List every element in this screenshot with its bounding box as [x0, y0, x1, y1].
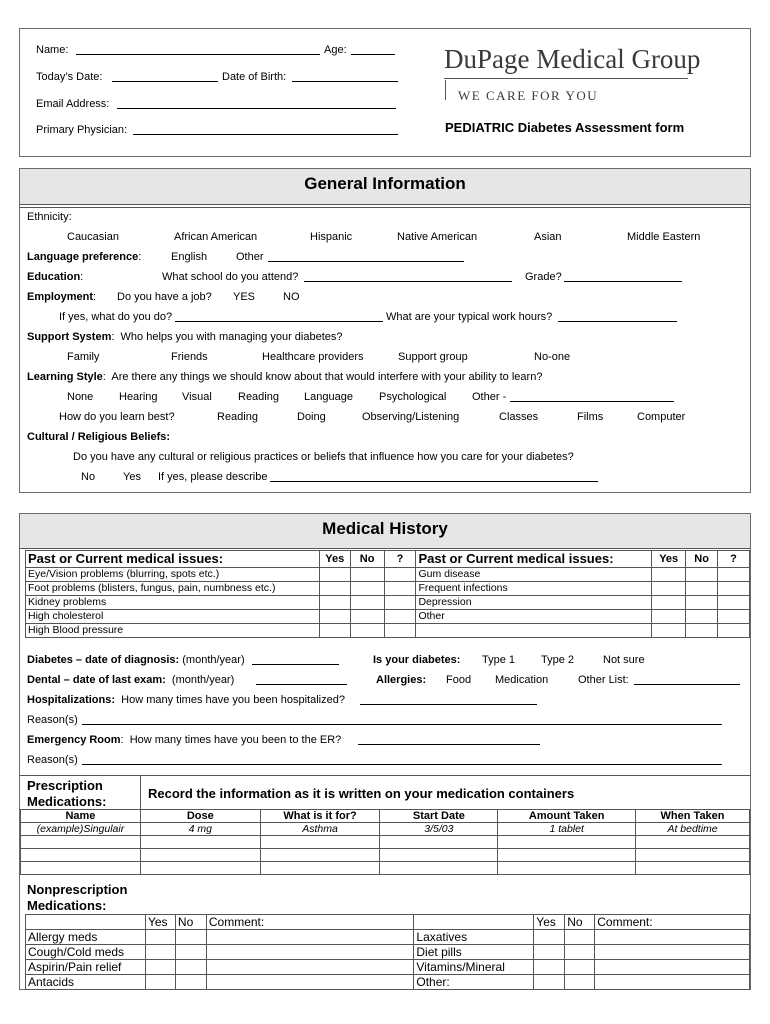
- comment-cell[interactable]: [206, 945, 414, 960]
- np-laxatives: Laxatives: [414, 930, 534, 945]
- issue-blank: [416, 624, 652, 638]
- np-allergy-meds: Allergy meds: [26, 930, 146, 945]
- checkbox-cell[interactable]: [350, 624, 384, 638]
- job-description-field[interactable]: [175, 311, 383, 322]
- table-row: [26, 960, 750, 975]
- checkbox-cell[interactable]: [652, 582, 686, 596]
- language-english[interactable]: English: [171, 251, 208, 263]
- table-row: [26, 596, 750, 610]
- checkbox-cell[interactable]: [145, 945, 175, 960]
- learning-other-field[interactable]: [510, 391, 674, 402]
- np-no-right: No: [565, 915, 595, 930]
- example-purpose: Asthma: [260, 823, 380, 836]
- learning-visual[interactable]: Visual: [182, 391, 212, 403]
- np-blank-right: [414, 915, 534, 930]
- table-row: [26, 624, 750, 638]
- checkbox-cell[interactable]: [718, 582, 750, 596]
- checkbox-cell[interactable]: [145, 975, 175, 990]
- learn-observing[interactable]: Observing/Listening: [362, 411, 460, 423]
- table-row: [26, 582, 750, 596]
- comment-cell[interactable]: [595, 975, 750, 990]
- input-cell[interactable]: [498, 836, 636, 849]
- table-row: [26, 975, 750, 990]
- support-family[interactable]: Family: [67, 351, 100, 363]
- dob-label: Date of Birth:: [222, 71, 287, 83]
- cultural-describe-field[interactable]: [270, 471, 598, 482]
- checkbox-cell[interactable]: [384, 596, 416, 610]
- issues-header-right: Past or Current medical issues:: [416, 551, 652, 568]
- issues-header-left: Past or Current medical issues:: [26, 551, 320, 568]
- hosp-reasons-label: Reason(s): [27, 714, 78, 726]
- medical-issues-table: [25, 550, 750, 638]
- input-cell[interactable]: [21, 849, 141, 862]
- logo-name: DuPage Medical Group: [444, 44, 701, 74]
- checkbox-cell[interactable]: [565, 945, 595, 960]
- checkbox-cell[interactable]: [718, 596, 750, 610]
- comment-cell[interactable]: [595, 960, 750, 975]
- table-row: [21, 862, 750, 875]
- learn-doing[interactable]: Doing: [297, 411, 326, 423]
- cultural-yes[interactable]: Yes: [123, 471, 141, 483]
- nonprescription-label-2: Medications:: [27, 898, 107, 913]
- cultural-beliefs-label: Cultural / Religious Beliefs:: [27, 431, 171, 443]
- learning-style-label: Learning Style: Are there any things we should know about that would interfere with your ability to learn?: [27, 371, 543, 383]
- learning-language[interactable]: Language: [304, 391, 353, 403]
- email-label: Email Address:: [36, 98, 110, 110]
- example-name: (example)Singulair: [21, 823, 141, 836]
- checkbox-cell[interactable]: [718, 568, 750, 582]
- checkbox-cell[interactable]: [175, 960, 206, 975]
- checkbox-cell[interactable]: [175, 945, 206, 960]
- prescription-instruction: Record the information as it is written on your medication containers: [148, 786, 575, 801]
- medical-history-band: [20, 514, 750, 549]
- dental-field[interactable]: [256, 674, 347, 685]
- allergy-list-field[interactable]: [634, 674, 740, 685]
- checkbox-cell[interactable]: [718, 624, 750, 638]
- checkbox-cell[interactable]: [652, 596, 686, 610]
- issue-frequent-infections: Frequent infections: [416, 582, 652, 596]
- allergies-label: Allergies:: [376, 674, 427, 686]
- medical-history-title: Medical History: [322, 519, 448, 538]
- checkbox-cell[interactable]: [718, 610, 750, 624]
- allergy-medication[interactable]: Medication: [495, 674, 549, 686]
- input-cell[interactable]: [260, 836, 380, 849]
- checkbox-cell[interactable]: [565, 975, 595, 990]
- checkbox-cell[interactable]: [686, 596, 718, 610]
- physician-field[interactable]: [133, 124, 398, 135]
- hospitalizations-field[interactable]: [360, 694, 537, 705]
- np-diet-pills: Diet pills: [414, 945, 534, 960]
- checkbox-cell[interactable]: [145, 930, 175, 945]
- checkbox-cell[interactable]: [652, 568, 686, 582]
- issue-kidney: Kidney problems: [26, 596, 320, 610]
- np-vitamins: Vitamins/Mineral: [414, 960, 534, 975]
- support-group[interactable]: Support group: [398, 351, 468, 363]
- hosp-reasons-field[interactable]: [82, 714, 722, 725]
- support-friends[interactable]: Friends: [171, 351, 208, 363]
- ethnicity-asian[interactable]: Asian: [534, 231, 562, 243]
- er-field[interactable]: [358, 734, 540, 745]
- learn-computer[interactable]: Computer: [637, 411, 686, 423]
- prescription-header-row: [21, 810, 750, 823]
- comment-cell[interactable]: [206, 975, 414, 990]
- prescription-example-row: [21, 823, 750, 836]
- general-info-title: General Information: [304, 174, 466, 193]
- table-row: [26, 610, 750, 624]
- comment-cell[interactable]: [595, 945, 750, 960]
- cultural-describe-label: If yes, please describe: [158, 471, 268, 483]
- todays-date-field[interactable]: [112, 71, 218, 82]
- input-cell[interactable]: [140, 836, 260, 849]
- input-cell[interactable]: [21, 862, 141, 875]
- support-no-one[interactable]: No-one: [534, 351, 571, 363]
- ethnicity-middle-eastern[interactable]: Middle Eastern: [627, 231, 701, 243]
- name-field[interactable]: [76, 44, 320, 55]
- physician-label: Primary Physician:: [36, 124, 128, 136]
- np-yes-right: Yes: [534, 915, 565, 930]
- checkbox-cell[interactable]: [652, 624, 686, 638]
- checkbox-cell[interactable]: [384, 610, 416, 624]
- col-dose: Dose: [140, 810, 260, 823]
- grade-field[interactable]: [564, 271, 682, 282]
- col-name: Name: [21, 810, 141, 823]
- learning-hearing[interactable]: Hearing: [119, 391, 158, 403]
- checkbox-cell[interactable]: [686, 610, 718, 624]
- checkbox-cell[interactable]: [534, 960, 565, 975]
- checkbox-cell[interactable]: [565, 930, 595, 945]
- diabetes-type-label: Is your diabetes:: [373, 654, 461, 666]
- work-hours-field[interactable]: [558, 311, 677, 322]
- checkbox-cell[interactable]: [319, 568, 350, 582]
- prescription-label-2: Medications:: [27, 794, 107, 809]
- learning-other[interactable]: Other -: [472, 391, 507, 403]
- ethnicity-african-american[interactable]: African American: [174, 231, 258, 243]
- language-other[interactable]: Other: [236, 251, 264, 263]
- employment-no[interactable]: NO: [283, 291, 300, 303]
- checkbox-cell[interactable]: [350, 568, 384, 582]
- yes-header-left: Yes: [319, 551, 350, 568]
- learn-classes[interactable]: Classes: [499, 411, 539, 423]
- comment-cell[interactable]: [206, 960, 414, 975]
- form-title: PEDIATRIC Diabetes Assessment form: [445, 120, 685, 135]
- col-when: When Taken: [636, 810, 750, 823]
- logo-rule: [444, 78, 688, 79]
- er-label: Emergency Room: How many times have you been to the ER?: [27, 734, 342, 746]
- input-cell[interactable]: [260, 862, 380, 875]
- col-amount: Amount Taken: [498, 810, 636, 823]
- issue-gum-disease: Gum disease: [416, 568, 652, 582]
- checkbox-cell[interactable]: [384, 624, 416, 638]
- general-info-rule: [20, 207, 750, 208]
- checkbox-cell[interactable]: [384, 568, 416, 582]
- checkbox-cell[interactable]: [319, 582, 350, 596]
- input-cell[interactable]: [636, 849, 750, 862]
- np-other: Other:: [414, 975, 534, 990]
- issue-depression: Depression: [416, 596, 652, 610]
- example-when: At bedtime: [636, 823, 750, 836]
- comment-cell[interactable]: [206, 930, 414, 945]
- table-row: [26, 568, 750, 582]
- ethnicity-label: Ethnicity:: [27, 211, 72, 223]
- name-label: Name:: [36, 44, 69, 56]
- input-cell[interactable]: [380, 836, 498, 849]
- no-header-right: No: [686, 551, 718, 568]
- checkbox-cell[interactable]: [534, 945, 565, 960]
- job-question: Do you have a job?: [117, 291, 212, 303]
- email-field[interactable]: [117, 98, 396, 109]
- learning-psychological[interactable]: Psychological: [379, 391, 447, 403]
- support-system-label: Support System: Who helps you with managing your diabetes?: [27, 331, 343, 343]
- checkbox-cell[interactable]: [686, 624, 718, 638]
- table-row: [26, 945, 750, 960]
- education-label: Education:: [27, 271, 84, 283]
- checkbox-cell[interactable]: [350, 596, 384, 610]
- np-blank-left: [26, 915, 146, 930]
- er-reasons-field[interactable]: [82, 754, 722, 765]
- employment-yes[interactable]: YES: [233, 291, 256, 303]
- learn-best-question: How do you learn best?: [59, 411, 175, 423]
- language-other-field[interactable]: [268, 251, 464, 262]
- input-cell[interactable]: [140, 862, 260, 875]
- example-amount: 1 tablet: [498, 823, 636, 836]
- yes-header-right: Yes: [652, 551, 686, 568]
- col-start-date: Start Date: [380, 810, 498, 823]
- ethnicity-hispanic[interactable]: Hispanic: [310, 231, 353, 243]
- nonprescription-label-1: Nonprescription: [27, 882, 128, 897]
- cultural-no[interactable]: No: [81, 471, 96, 483]
- dental-label: Dental – date of last exam: (month/year): [27, 674, 235, 686]
- learning-reading[interactable]: Reading: [238, 391, 279, 403]
- prescription-top-rule: [20, 775, 750, 776]
- checkbox-cell[interactable]: [384, 582, 416, 596]
- diabetes-type-1[interactable]: Type 1: [482, 654, 516, 666]
- unsure-header-right: ?: [718, 551, 750, 568]
- table-row: [21, 849, 750, 862]
- np-comment-right: Comment:: [595, 915, 750, 930]
- checkbox-cell[interactable]: [350, 582, 384, 596]
- learning-none[interactable]: None: [67, 391, 94, 403]
- logo-tick: [445, 80, 446, 100]
- np-comment-left: Comment:: [206, 915, 414, 930]
- diagnosis-label: Diabetes – date of diagnosis: (month/year): [27, 654, 245, 666]
- table-row: [21, 836, 750, 849]
- col-purpose: What is it for?: [260, 810, 380, 823]
- issue-blood-pressure: High Blood pressure: [26, 624, 320, 638]
- diagnosis-field[interactable]: [252, 654, 339, 665]
- ethnicity-caucasian[interactable]: Caucasian: [67, 231, 119, 243]
- checkbox-cell[interactable]: [319, 596, 350, 610]
- input-cell[interactable]: [260, 849, 380, 862]
- example-dose: 4 mg: [140, 823, 260, 836]
- np-antacids: Antacids: [26, 975, 146, 990]
- learn-reading[interactable]: Reading: [217, 411, 258, 423]
- comment-cell[interactable]: [595, 930, 750, 945]
- language-label: Language preference:: [27, 251, 142, 263]
- cultural-question: Do you have any cultural or religious practices or beliefs that influence how you care for your diabetes?: [73, 451, 574, 463]
- support-healthcare[interactable]: Healthcare providers: [262, 351, 364, 363]
- issue-eye-vision: Eye/Vision problems (blurring, spots etc.): [26, 568, 320, 582]
- checkbox-cell[interactable]: [652, 610, 686, 624]
- checkbox-cell[interactable]: [145, 960, 175, 975]
- issue-cholesterol: High cholesterol: [26, 610, 320, 624]
- np-cough-cold: Cough/Cold meds: [26, 945, 146, 960]
- prescription-divider: [140, 775, 141, 809]
- checkbox-cell[interactable]: [534, 930, 565, 945]
- input-cell[interactable]: [140, 849, 260, 862]
- unsure-header-left: ?: [384, 551, 416, 568]
- prescription-label-1: Prescription: [27, 778, 103, 793]
- prescription-table: [20, 809, 750, 875]
- checkbox-cell[interactable]: [565, 960, 595, 975]
- allergy-food[interactable]: Food: [446, 674, 472, 686]
- np-yes-left: Yes: [145, 915, 175, 930]
- input-cell[interactable]: [380, 862, 498, 875]
- age-label: Age:: [324, 44, 347, 56]
- input-cell[interactable]: [636, 862, 750, 875]
- logo-tagline: WE CARE FOR YOU: [458, 88, 599, 103]
- input-cell[interactable]: [380, 849, 498, 862]
- input-cell[interactable]: [21, 836, 141, 849]
- issue-other: Other: [416, 610, 652, 624]
- checkbox-cell[interactable]: [175, 930, 206, 945]
- checkbox-cell[interactable]: [686, 568, 718, 582]
- np-no-left: No: [175, 915, 206, 930]
- checkbox-cell[interactable]: [319, 610, 350, 624]
- checkbox-cell[interactable]: [534, 975, 565, 990]
- checkbox-cell[interactable]: [319, 624, 350, 638]
- grade-label: Grade?: [525, 271, 562, 283]
- er-reasons-label: Reason(s): [27, 754, 78, 766]
- nonprescription-header-row: [26, 915, 750, 930]
- diabetes-type-2[interactable]: Type 2: [541, 654, 575, 666]
- np-aspirin: Aspirin/Pain relief: [26, 960, 146, 975]
- checkbox-cell[interactable]: [686, 582, 718, 596]
- learn-films[interactable]: Films: [577, 411, 604, 423]
- allergy-other[interactable]: Other List:: [578, 674, 629, 686]
- todays-date-label: Today’s Date:: [36, 71, 103, 83]
- input-cell[interactable]: [636, 836, 750, 849]
- job-description-question: If yes, what do you do?: [59, 311, 173, 323]
- example-start-date: 3/5/03: [380, 823, 498, 836]
- medical-issues-header-row: [26, 551, 750, 568]
- general-info-band: [20, 169, 750, 205]
- hospitalizations-label: Hospitalizations: How many times have you been hospitalized?: [27, 694, 345, 706]
- work-hours-question: What are your typical work hours?: [386, 311, 553, 323]
- table-row: [26, 930, 750, 945]
- ethnicity-native-american[interactable]: Native American: [397, 231, 478, 243]
- school-field[interactable]: [304, 271, 512, 282]
- school-question: What school do you attend?: [162, 271, 299, 283]
- no-header-left: No: [350, 551, 384, 568]
- employment-label: Employment:: [27, 291, 97, 303]
- diabetes-not-sure[interactable]: Not sure: [603, 654, 645, 666]
- checkbox-cell[interactable]: [350, 610, 384, 624]
- input-cell[interactable]: [498, 849, 636, 862]
- input-cell[interactable]: [498, 862, 636, 875]
- nonprescription-table: [25, 914, 750, 990]
- dob-field[interactable]: [292, 71, 398, 82]
- checkbox-cell[interactable]: [175, 975, 206, 990]
- issue-foot-problems: Foot problems (blisters, fungus, pain, numbness etc.): [26, 582, 320, 596]
- age-field[interactable]: [351, 44, 395, 55]
